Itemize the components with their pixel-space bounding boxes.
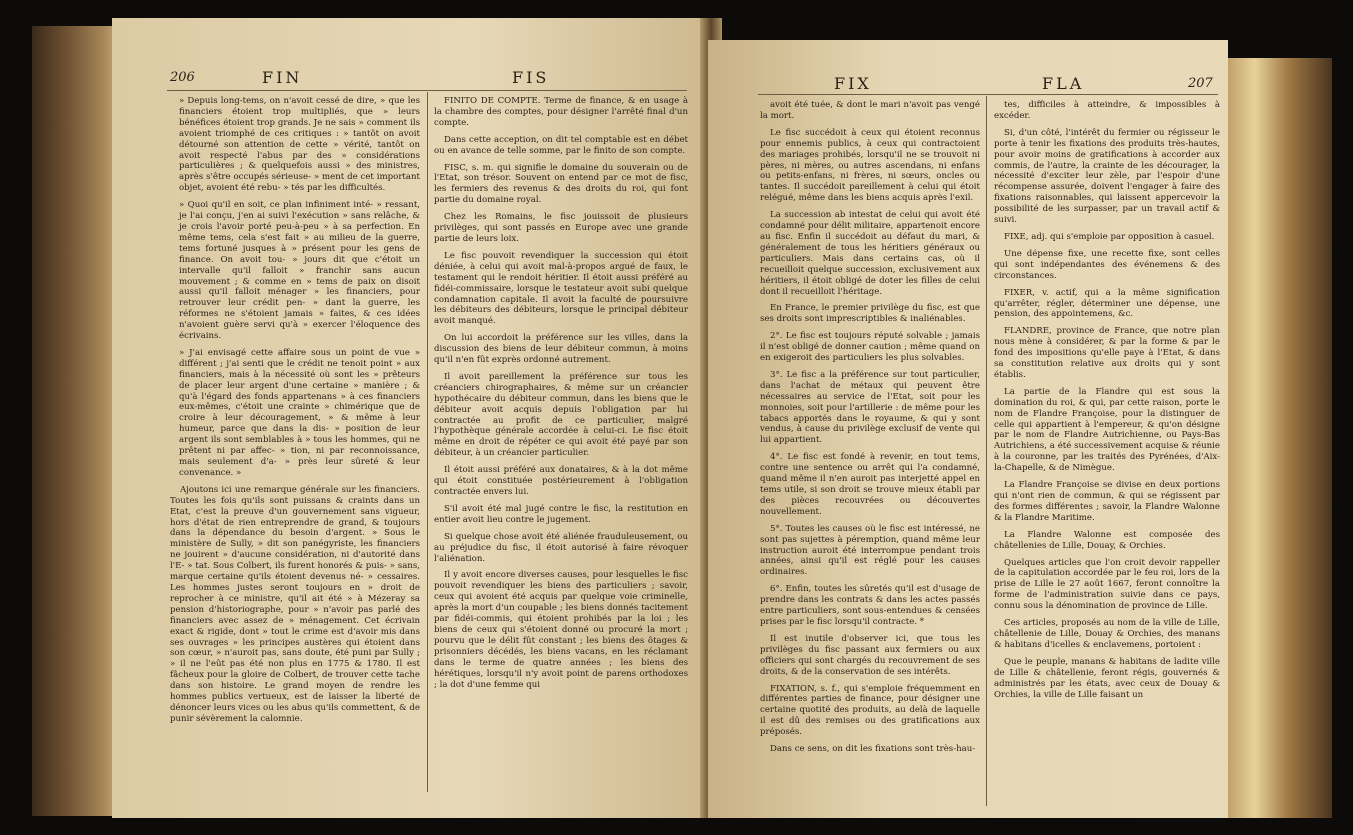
paragraph: Il étoit aussi préféré aux donataires, & à la dot même qui étoit constituée postérieurement à l'obligation contractée envers lui. (434, 465, 688, 497)
paragraph: La partie de la Flandre qui est sous la domination du roi, & qui, par cette raison, porte le nom de Flandre Françoise, pour la distinguer de celle qui appartient à l'empereur, & qu'on désigne par le nom de Flandre Autrichienne, ou Pays-Bas Autrichiens, a été successivement acquise & réunie à la couronne, par les traités des Pyrénées, d'Aix-la-Chapelle, & de Nimègue. (994, 386, 1220, 474)
paragraph: FLANDRE, province de France, que notre plan nous mène à considérer, & par la forme & par le fond des impositions qu'elle paye à l'Etat, & dans sa constitution relative aux droits qui y sont établis. (994, 326, 1220, 380)
paragraph: avoit été tuée, & dont le mari n'avoit pas vengé la mort. (760, 100, 980, 121)
paragraph: FIXER, v. actif, qui a la même signification qu'arrêter, régler, déterminer une dépense, une pension, des appointemens, &c. (994, 287, 1220, 320)
right-header-right: FLA (1042, 74, 1085, 93)
left-page-column-1 (170, 96, 420, 731)
left-header-right: FIS (512, 68, 550, 87)
paragraph: Que le peuple, manans & habitans de ladite ville de Lille & châtellenie, feront régis, gouvernés & administrés par les états, avec ceux de Douay & Orchies, la ville de Lille faisant un (994, 656, 1220, 700)
paragraph: FIXE, adj. qui s'emploie par opposition à casuel. (1004, 231, 1215, 242)
right-page (708, 40, 1228, 818)
paragraph: La Flandre Walonne est composée des châtellenies de Lille, Douay, & Orchies. (994, 529, 1220, 551)
paragraph: Ces articles, proposés au nom de la ville de Lille, châtellenie de Lille, Douay & Orchies, des manans & habitans d'icelles & enclavemens, portoient : (994, 618, 1220, 650)
paragraph: Dans cette acception, on dit tel comptable est en débet ou en avance de telle somme, par le finito de son compte. (434, 134, 688, 156)
paragraph: » J'ai envisagé cette affaire sous un point de vue » différent ; j'ai senti que le crédit ne tenoit point » aux financiers, mais à la nécessité où sont les » prêteurs de placer leur argent d'une certaine » manière ; & qu'à l'égard des fonds appartenans » à ces financiers eux-mêmes, c'étoit une crainte » chimérique que de croire à leur découragement, » & même à leur humeur, parce que dans la dis- » position de leur argent ils sont semblables à » tous les hommes, qui ne prêtent ni par affec- » tion, ni par reconnoissance, mais seulement d'a- » près leur sûreté & leur convenance. » (179, 347, 420, 478)
paragraph: 2°. Le fisc est toujours réputé solvable ; jamais il n'est obligé de donner caution ; même quand on en exigeroit des particuliers les plus solvables. (760, 331, 980, 364)
left-page (112, 18, 712, 818)
paragraph: En France, le premier privilège du fisc, est que ses droits sont imprescriptibles & inaliénables. (760, 303, 980, 325)
right-page-column-2 (994, 100, 1220, 706)
paragraph: Si, d'un côté, l'intérêt du fermier ou régisseur le porte à tenir les fixations des produits très-hautes, pour avoir moins de gratifications à accorder aux commis, de l'autre, la crainte de les décourager, la nécessité d'exciter leur zèle, par l'espoir d'une récompense assurée, doivent l'engager à faire des fixations raisonnables, qui laissent appercevoir la possibilité de les surpasser, par un travail actif & suivi. (994, 127, 1220, 226)
left-header-left: FIN (262, 68, 303, 87)
left-column-divider (427, 92, 428, 792)
paragraph: 6°. Enfin, toutes les sûretés qu'il est d'usage de prendre dans les contrats & dans les actes passés entre particuliers, sont sous-entendues & censées prises par le fisc lorsqu'il contracte. * (760, 584, 980, 627)
paragraph: La Flandre Françoise se divise en deux portions qui n'ont rien de commun, & qui se régissent par des formes différentes ; savoir, la Flandre Walonne & la Flandre Maritime. (994, 480, 1220, 523)
paragraph: tes, difficiles à atteindre, & impossibles à excéder. (994, 100, 1220, 121)
paragraph: On lui accordoit la préférence sur les villes, dans la discussion des biens de leur débiteur commun, à moins qu'il n'en fût exprès ordonné autrement. (434, 333, 688, 366)
paragraph: Dans ce sens, on dit les fixations sont très-hau- (770, 744, 976, 755)
left-page-number: 206 (170, 70, 195, 85)
open-book (32, 18, 1332, 818)
right-column-divider (986, 96, 987, 806)
paragraph: Le fisc succédoit à ceux qui étoient reconnus pour ennemis publics, à ceux qui contractoient des mariages prohibés, lorsqu'il ne se trouvoit ni pères, ni mères, ou autres ascendans, ni enfans ou petits-enfans, ni frères, ni sœurs, oncles ou tantes. Il succédoit pareillement à celui qui étoit relégué, même dans les biens acquis après l'exil. (760, 127, 980, 204)
paragraph: Ajoutons ici une remarque générale sur les financiers. Toutes les fois qu'ils sont puissans & craints dans un Etat, c'est la preuve d'un gouvernement sans vigueur, hors d'état de rien entreprendre de grand, & toujours dans la dépendance du besoin d'argent. » Sous le ministère de Sully, » dit son panégyriste, les financiers ne jouirent » d'aucune considération, ni d'autorité dans l'E- » tat. Sous Colbert, ils furent honorés & puis- » sans, marque certaine qu'ils étoient devenus né- » cessaires. Les hommes justes seront toujours en » droit de reprocher à ce ministre, qu'il ait été » à Mézeray sa pension d'historiographe, pour » n'avoir pas parlé des financiers avec assez de » ménagement. Cet écrivain exact & rigide, dont » tout le crime est d'avoir mis dans ses ouvrages » les principes austères qui étoient dans son cœur, » n'auroit pas, sans doute, été puni par Sully ; » il ne l'eût pas été non plus en 1775 & 1780. Il est fâcheux pour la gloire de Colbert, de trouver cette tache dans son histoire. Le grand moyen de rendre les hommes publics vertueux, est de laisser la liberté de dénoncer leurs vices ou les abus qu'ils commettent, & de punir sévèrement la calomnie. (170, 484, 420, 724)
paragraph: » Depuis long-tems, on n'avoit cessé de dire, » que les financiers étoient trop multipliés, que » leurs bénéfices étoient trop grands. Je ne sais » comment ils avoient triomphé de ces critiques : » tantôt on avoit détourné son attention de cette » vérité, tantôt on avoit respecté l'abus par des » considérations particulières ; & quelquefois aussi » des ministres, après s'être occupés sérieuse- » ment de cet important objet, avoient été rebu- » tés par les difficultés. (179, 96, 420, 194)
paragraph: FINITO DE COMPTE. Terme de finance, & en usage à la chambre des comptes, pour désigner l'arrêté final d'un compte. (434, 96, 688, 128)
paragraph: Une dépense fixe, une recette fixe, sont celles qui sont indépendantes des événemens & des circonstances. (994, 248, 1220, 281)
paragraph: Si quelque chose avoit été aliénée frauduleusement, ou au préjudice du fisc, il étoit autorisé à faire révoquer l'aliénation. (434, 531, 688, 564)
paragraph: Quelques articles que l'on croit devoir rappeller de la capitulation accordée par le feu roi, lors de la prise de Lille le 27 août 1667, feront connoître la forme de l'administration suivie dans ce pays, connu sous la dénomination de province de Lille. (994, 557, 1220, 612)
right-page-number: 207 (1188, 76, 1213, 91)
paragraph: Il est inutile d'observer ici, que tous les privilèges du fisc passant aux fermiers ou aux officiers qui sont chargés du recouvrement de ses droits, & de la conservation de ses intérêts. (760, 633, 980, 677)
paragraph: FISC, s. m. qui signifie le domaine du souverain ou de l'Etat, son trésor. Souvent on entend par ce mot de fisc, les fermiers des revenus & des droits du roi, qui font partie du domaine royal. (434, 162, 688, 206)
right-page-column-1 (760, 100, 980, 761)
paragraph: Le fisc pouvoit revendiquer la succession qui étoit déniée, à celui qui avoit mal-à-propos argué de faux, le testament qui le rendoit héritier. Il étoit aussi préféré au fidéi-commissaire, lorsque le testateur avoit subi quelque condamnation capitale. Il avoit la faculté de poursuivre les débiteurs des débiteurs, lorsque le principal débiteur avoit manqué. (434, 250, 688, 327)
paragraph: Il avoit pareillement la préférence sur tous les créanciers chirographaires, & même sur un créancier hypothécaire du débiteur commun, dans les biens que le débiteur avoit acquis depuis l'obligation par lui contractée au profit de ce particulier, malgré l'hypothèque générale accordée à celui-ci. Le fisc étoit même en droit de répéter ce qui avoit été payé par son débiteur, à un créancier particulier. (434, 371, 688, 459)
paragraph: Chez les Romains, le fisc jouissoit de plusieurs privilèges, qui sont passés en Europe avec une grande partie de leurs loix. (434, 212, 688, 244)
left-header-rule (167, 90, 687, 91)
paragraph: FIXATION, s. f., qui s'emploie fréquemment en différentes parties de finance, pour désigner une certaine quotité des produits, au delà de laquelle il est dû des remises ou des gratifications aux préposés. (760, 683, 980, 738)
book-edge-left (32, 26, 120, 816)
paragraph: Il y avoit encore diverses causes, pour lesquelles le fisc pouvoit revendiquer les biens des particuliers ; savoir, ceux qui avoient été acquis par quelque voie criminelle, après la mort d'un coupable ; les biens donnés tacitement par fidéi-commis, qui étoient prohibés par la loi ; les biens de ceux qui s'étoient donné ou procuré la mort ; pourvu que le délit fût constant ; les biens des ôtages & prisonniers décédés, les biens vacans, en les réclamant dans le terme de quatre années ; les biens des hérétiques, lorsqu'il n'y avoit point de parens orthodoxes ; la dot d'une femme qui (434, 570, 688, 690)
paragraph: 4°. Le fisc est fondé à revenir, en tout tems, contre une sentence ou arrêt qui l'a condamné, quand même il n'en auroit pas interjetté appel en tems utile, si son droit se trouve mieux établi par des pièces recouvrées ou découvertes nouvellement. (760, 452, 980, 517)
right-header-rule (758, 94, 1218, 95)
paragraph: S'il avoit été mal jugé contre le fisc, la restitution en entier avoit lieu contre le jugement. (434, 503, 688, 525)
paragraph: La succession ab intestat de celui qui avoit été condamné pour délit militaire, appartenoit encore au fisc. Enfin il succédoit au défaut du mari, & généralement de tous les héritiers généraux ou particuliers. Mais dans certains cas, où il recueilloit quelque succession, exclusivement aux héritiers, il étoit obligé de doter les filles de celui dont il recueilloit l'héritage. (760, 210, 980, 297)
right-header-left: FIX (834, 74, 872, 93)
book-edge-right (1222, 58, 1332, 818)
paragraph: » Quoi qu'il en soit, ce plan infiniment inté- » ressant, je l'ai conçu, j'en ai suivi l'exécution » sans relâche, & je crois l'avoir porté peu-à-peu » à sa perfection. En même tems, cela s'est fait » au milieu de la guerre, tems fortuné jusques à » présent pour les gens de finance. On avoit tou- » jours dit que c'étoit un intervalle qu'il falloit » franchir sans aucun mouvement ; & comme en » tems de paix on disoit aussi qu'il falloit ménager » les financiers, pour retrouver leur crédit pen- » dant la guerre, les réformes ne s'étoient jamais » faites, & ces idées n'avoient guère servi qu'à » exercer l'éloquence des écrivains. (179, 200, 420, 342)
left-page-column-2 (434, 96, 688, 696)
paragraph: 5°. Toutes les causes où le fisc est intéressé, ne sont pas sujettes à péremption, quand même leur instruction auroit été interrompue pendant trois années, ainsi qu'il est réglé pour les causes ordinaires. (760, 523, 980, 578)
paragraph: 3°. Le fisc a la préférence sur tout particulier, dans l'achat de métaux qui peuvent être nécessaires au service de l'Etat, soit pour les monnoies, soit pour l'artillerie : de même pour les tabacs apportés dans le royaume, & qui y sont vendus, à cause du privilège exclusif de vente qui lui appartient. (760, 369, 980, 446)
